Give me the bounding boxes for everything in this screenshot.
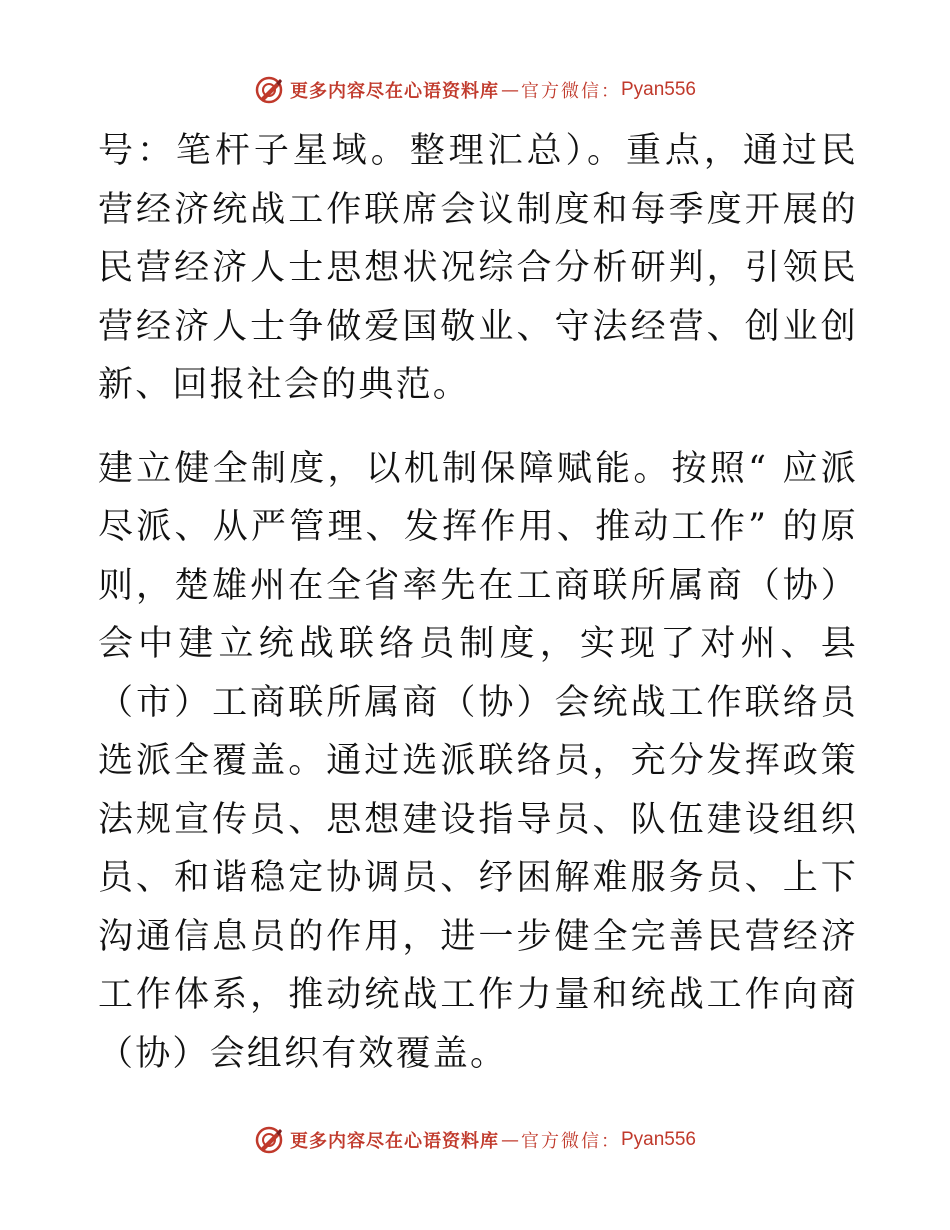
header-banner [0,70,950,110]
pen-circle-logo-icon [254,75,284,105]
banner-dash: — [500,1129,519,1151]
banner-wechat-id: Pyan556 [620,79,696,100]
banner-wechat-id: Pyan556 [620,1129,696,1150]
document-body [98,122,858,1083]
banner-wechat-label: 官方微信： [520,81,621,102]
banner-slogan: 更多内容尽在心语资料库 [289,1131,499,1152]
banner-slogan: 更多内容尽在心语资料库 [289,81,499,102]
banner-wechat-label: 官方微信： [520,1131,621,1152]
banner-dash: — [500,79,519,101]
paragraph-1: 号：笔杆子星域。整理汇总）。重点，通过民营经济统战工作联席会议制度和每季度开展的民营经济人士思想状况综合分析研判，引领民营经济人士争做爱国敬业、守法经营、创业创新、回报社会的典范。 [98,131,858,405]
paragraph-2: 建立健全制度，以机制保障赋能。按照“ 应派尽派、从严管理、发挥作用、推动工作” 的原则，楚雄州在全省率先在工商联所属商（协）会中建立统战联络员制度，实现了对州、县（市）工商联所属商（协）会统战工作联络员选派全覆盖。通过选派联络员，充分发挥政策法规宣传员、思想建设指导员、队伍建设组织员、和谐稳定协调员、纾困解难服务员、上下沟通信息员的作用，进一步健全完善民营经济工作体系，推动统战工作力量和统战工作向商（协）会组织有效覆盖。 [98,448,858,1074]
footer-banner [0,1120,950,1160]
pen-circle-logo-icon [254,1125,284,1155]
